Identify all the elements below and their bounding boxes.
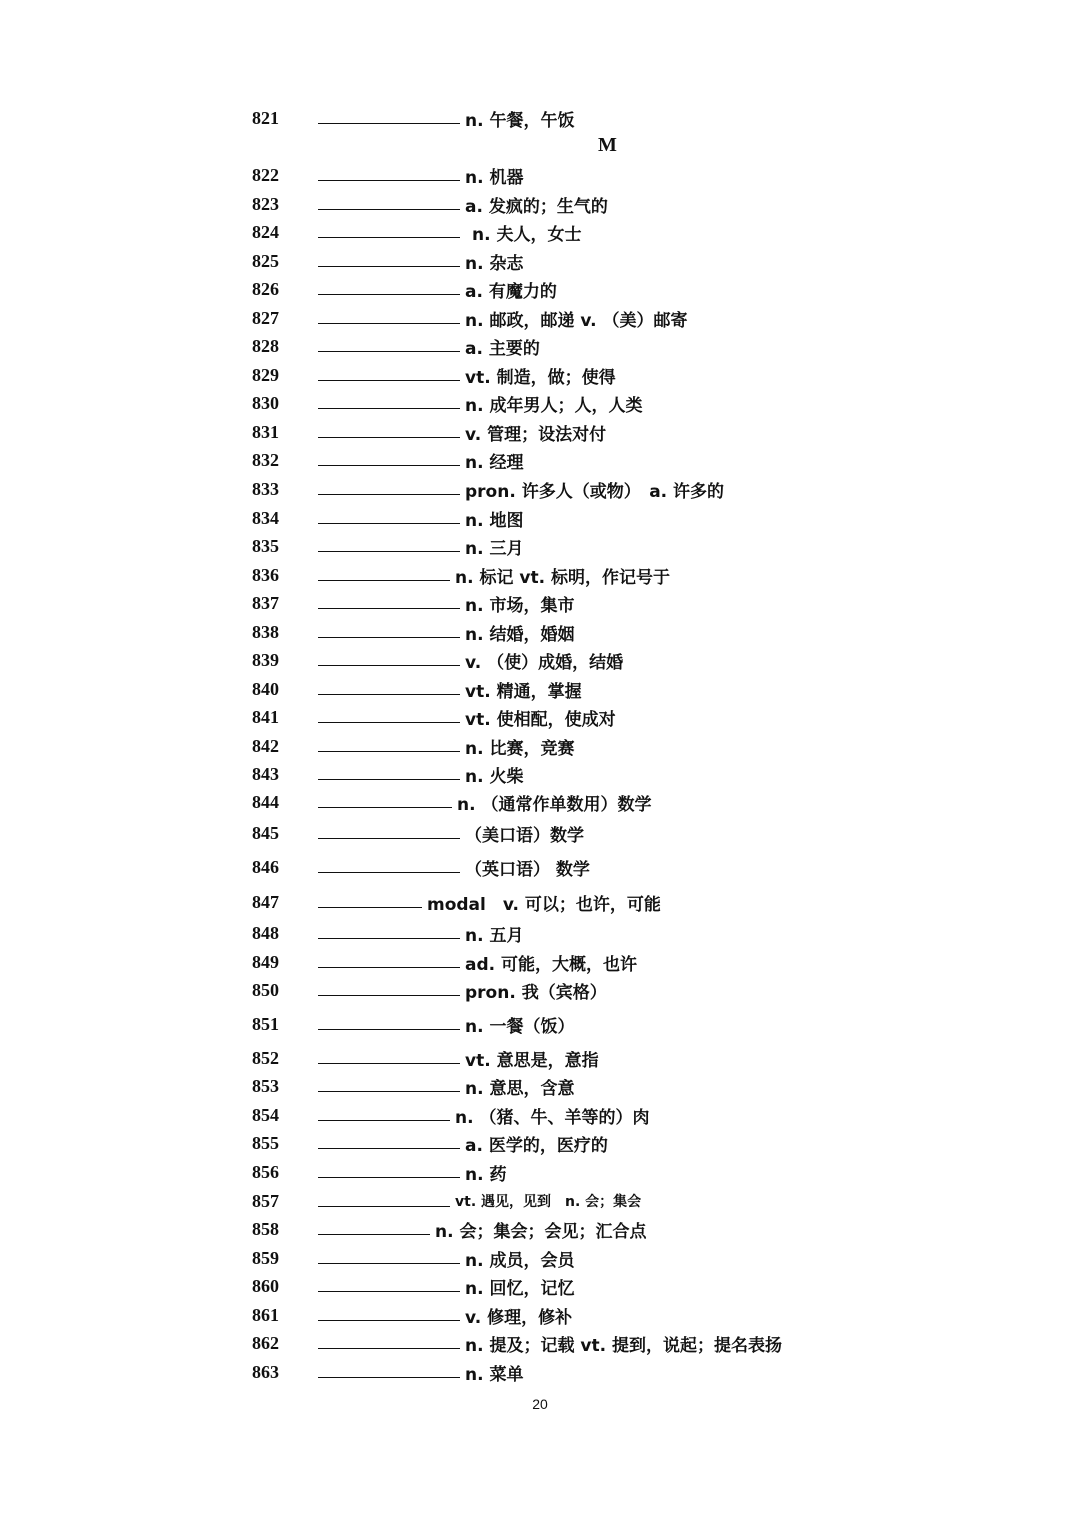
entry-number: 821 — [252, 107, 279, 128]
vocab-entry — [252, 160, 523, 190]
vocab-entry — [252, 274, 557, 304]
answer-blank[interactable] — [318, 1045, 460, 1064]
vocab-entry — [252, 360, 616, 390]
vocab-entry — [252, 103, 574, 133]
vocab-entry — [252, 731, 574, 761]
answer-blank[interactable] — [318, 1102, 450, 1121]
vocab-entry — [252, 852, 590, 882]
entry-definition: vt. 遇见，见到 n. 会；集会 — [455, 1194, 642, 1210]
entry-definition: n. 机器 — [465, 167, 524, 188]
answer-blank[interactable] — [318, 1216, 430, 1235]
entry-number: 833 — [252, 478, 279, 499]
entry-definition: n. 回忆，记忆 — [465, 1278, 575, 1299]
vocab-entry — [252, 918, 523, 948]
answer-blank[interactable] — [318, 761, 460, 780]
entry-definition: modal v. 可以；也许，可能 — [427, 894, 661, 915]
vocab-entry — [252, 417, 606, 447]
vocab-entry — [252, 503, 523, 533]
answer-blank[interactable] — [318, 1188, 450, 1207]
vocab-entry — [252, 818, 584, 848]
entry-number: 857 — [252, 1190, 279, 1211]
entry-number: 844 — [252, 791, 279, 812]
entry-definition: n. 市场，集市 — [465, 595, 575, 616]
entry-number: 854 — [252, 1104, 279, 1125]
entry-definition: n. 比赛，竞赛 — [465, 738, 575, 759]
entry-definition: n. 杂志 — [465, 253, 524, 274]
page-number: 20 — [532, 1396, 548, 1412]
entry-number: 837 — [252, 592, 279, 613]
entry-number: 830 — [252, 392, 279, 413]
answer-blank[interactable] — [318, 476, 460, 495]
answer-blank[interactable] — [318, 1245, 460, 1264]
entry-number: 849 — [252, 951, 279, 972]
entry-definition: a. 医学的，医疗的 — [465, 1135, 608, 1156]
entry-definition: n. 标记 vt. 标明，作记号于 — [455, 567, 670, 588]
entry-number: 831 — [252, 421, 279, 442]
answer-blank[interactable] — [318, 977, 460, 996]
entry-number: 841 — [252, 706, 279, 727]
vocab-entry — [252, 1243, 574, 1273]
vocab-entry — [252, 1357, 523, 1387]
entry-definition: v. 修理，修补 — [465, 1307, 573, 1328]
entry-number: 847 — [252, 891, 279, 912]
entry-number: 853 — [252, 1075, 279, 1096]
vocab-entry — [252, 1071, 574, 1101]
entry-definition: n. 结婚，婚姻 — [465, 624, 575, 645]
entry-definition: n. 成员，会员 — [465, 1250, 575, 1271]
vocab-entry — [252, 388, 642, 418]
answer-blank[interactable] — [318, 105, 460, 124]
entry-definition: n. 邮政，邮递 v. （美）邮寄 — [465, 310, 688, 331]
answer-blank[interactable] — [318, 533, 460, 552]
answer-blank[interactable] — [318, 1359, 460, 1378]
entry-definition: vt. 意思是，意指 — [465, 1050, 599, 1071]
entry-number: 863 — [252, 1361, 279, 1382]
entry-number: 824 — [252, 221, 279, 242]
answer-blank[interactable] — [318, 390, 460, 409]
entry-number: 827 — [252, 307, 279, 328]
vocab-entry — [252, 1128, 608, 1158]
answer-blank[interactable] — [318, 949, 460, 968]
entry-definition: n. 药 — [465, 1164, 507, 1185]
answer-blank[interactable] — [318, 590, 460, 609]
entry-number: 829 — [252, 364, 279, 385]
answer-blank[interactable] — [318, 1273, 460, 1292]
answer-blank[interactable] — [318, 1302, 460, 1321]
entry-number: 822 — [252, 164, 279, 185]
answer-blank[interactable] — [318, 562, 450, 581]
entry-number: 850 — [252, 979, 279, 1000]
entry-definition: n. 提及；记载 vt. 提到，说起；提名表扬 — [465, 1335, 782, 1356]
answer-blank[interactable] — [318, 1159, 460, 1178]
entry-definition: n. 火柴 — [465, 766, 524, 787]
entry-number: 838 — [252, 621, 279, 642]
answer-blank[interactable] — [318, 1011, 460, 1030]
entry-number: 852 — [252, 1047, 279, 1068]
answer-blank[interactable] — [318, 920, 460, 939]
entry-number: 839 — [252, 649, 279, 670]
entry-number: 836 — [252, 564, 279, 585]
entry-definition: n. 地图 — [465, 510, 524, 531]
entry-definition: a. 主要的 — [465, 338, 540, 359]
vocab-entry — [252, 947, 637, 977]
entry-definition: vt. 制造，做；使得 — [465, 367, 616, 388]
entry-number: 851 — [252, 1013, 279, 1034]
entry-number: 846 — [252, 856, 279, 877]
answer-blank[interactable] — [318, 362, 460, 381]
vocab-entry — [252, 674, 582, 704]
entry-definition: n. （猪、牛、羊等的）肉 — [455, 1107, 650, 1128]
answer-blank[interactable] — [318, 889, 422, 908]
entry-number: 855 — [252, 1132, 279, 1153]
entry-number: 832 — [252, 449, 279, 470]
vocab-entry — [252, 588, 574, 618]
vocab-entry — [252, 445, 523, 475]
vocab-entry — [252, 975, 607, 1005]
answer-blank[interactable] — [318, 191, 460, 210]
entry-definition: n. 意思，含意 — [465, 1078, 575, 1099]
answer-blank[interactable] — [318, 219, 460, 238]
vocab-entry — [252, 1186, 641, 1216]
entry-number: 858 — [252, 1218, 279, 1239]
vocab-entry — [252, 1100, 649, 1130]
entry-definition: （美口语）数学 — [465, 825, 584, 846]
vocab-entry — [252, 560, 670, 590]
entry-definition: n. 经理 — [465, 452, 524, 473]
entry-number: 862 — [252, 1332, 279, 1353]
answer-blank[interactable] — [318, 733, 460, 752]
entry-definition: n. 菜单 — [465, 1364, 524, 1385]
vocab-entry — [252, 1214, 646, 1244]
entry-definition: n. （通常作单数用）数学 — [457, 794, 652, 815]
entry-definition: n. 三月 — [465, 538, 524, 559]
entry-definition: n. 夫人，女士 — [472, 224, 582, 245]
entry-definition: n. 午餐，午饭 — [465, 110, 575, 131]
vocab-entry — [252, 1043, 599, 1073]
entry-number: 848 — [252, 922, 279, 943]
entry-number: 823 — [252, 193, 279, 214]
entry-definition: ad. 可能，大概，也许 — [465, 954, 638, 975]
vocab-entry — [252, 1009, 574, 1039]
entry-number: 828 — [252, 335, 279, 356]
vocab-entry — [252, 1328, 782, 1358]
answer-blank[interactable] — [318, 704, 460, 723]
answer-blank[interactable] — [318, 647, 460, 666]
answer-blank[interactable] — [318, 505, 460, 524]
entry-definition: vt. 使相配，使成对 — [465, 709, 616, 730]
vocab-entry — [252, 645, 623, 675]
entry-number: 835 — [252, 535, 279, 556]
answer-blank[interactable] — [318, 1130, 460, 1149]
entry-number: 825 — [252, 250, 279, 271]
vocab-entry — [252, 303, 687, 333]
entry-definition: n. 一餐（饭） — [465, 1016, 575, 1037]
vocab-entry — [252, 1271, 574, 1301]
section-letter: M — [598, 134, 617, 156]
answer-blank[interactable] — [318, 305, 460, 324]
entry-number: 826 — [252, 278, 279, 299]
entry-definition: n. 会；集会；会见；汇合点 — [435, 1221, 647, 1242]
entry-number: 856 — [252, 1161, 279, 1182]
vocab-entry — [252, 787, 651, 817]
entry-number: 859 — [252, 1247, 279, 1268]
answer-blank[interactable] — [318, 854, 460, 873]
entry-definition: pron. 我（宾格） — [465, 982, 607, 1003]
vocab-entry — [252, 189, 608, 219]
entry-definition: a. 发疯的；生气的 — [465, 196, 608, 217]
vocab-entry — [252, 531, 523, 561]
entry-number: 840 — [252, 678, 279, 699]
answer-blank[interactable] — [318, 333, 460, 352]
vocab-entry — [252, 1300, 572, 1330]
entry-number: 860 — [252, 1275, 279, 1296]
entry-definition: n. 五月 — [465, 925, 524, 946]
entry-number: 843 — [252, 763, 279, 784]
entry-definition: v. 管理；设法对付 — [465, 424, 607, 445]
entry-definition: vt. 精通，掌握 — [465, 681, 582, 702]
answer-blank[interactable] — [318, 820, 460, 839]
answer-blank[interactable] — [318, 162, 460, 181]
entry-definition: pron. 许多人（或物） a. 许多的 — [465, 481, 725, 502]
answer-blank[interactable] — [318, 276, 460, 295]
vocab-entry — [252, 887, 661, 917]
entry-definition: （英口语） 数学 — [465, 859, 590, 880]
vocab-entry — [252, 246, 523, 276]
entry-number: 861 — [252, 1304, 279, 1325]
answer-blank[interactable] — [318, 619, 460, 638]
vocab-entry — [252, 217, 581, 247]
answer-blank[interactable] — [318, 447, 460, 466]
vocab-entry — [252, 759, 523, 789]
vocab-entry — [252, 1157, 506, 1187]
answer-blank[interactable] — [318, 419, 460, 438]
vocab-entry — [252, 474, 724, 504]
entry-number: 834 — [252, 507, 279, 528]
entry-number: 842 — [252, 735, 279, 756]
vocab-entry — [252, 331, 540, 361]
vocab-entry — [252, 702, 616, 732]
vocab-entry — [252, 617, 574, 647]
answer-blank[interactable] — [318, 676, 460, 695]
entry-definition: n. 成年男人；人，人类 — [465, 395, 643, 416]
entry-definition: a. 有魔力的 — [465, 281, 557, 302]
answer-blank[interactable] — [318, 789, 452, 808]
answer-blank[interactable] — [318, 248, 460, 267]
answer-blank[interactable] — [318, 1073, 460, 1092]
entry-definition: v. （使）成婚，结婚 — [465, 652, 624, 673]
entry-number: 845 — [252, 822, 279, 843]
answer-blank[interactable] — [318, 1330, 460, 1349]
